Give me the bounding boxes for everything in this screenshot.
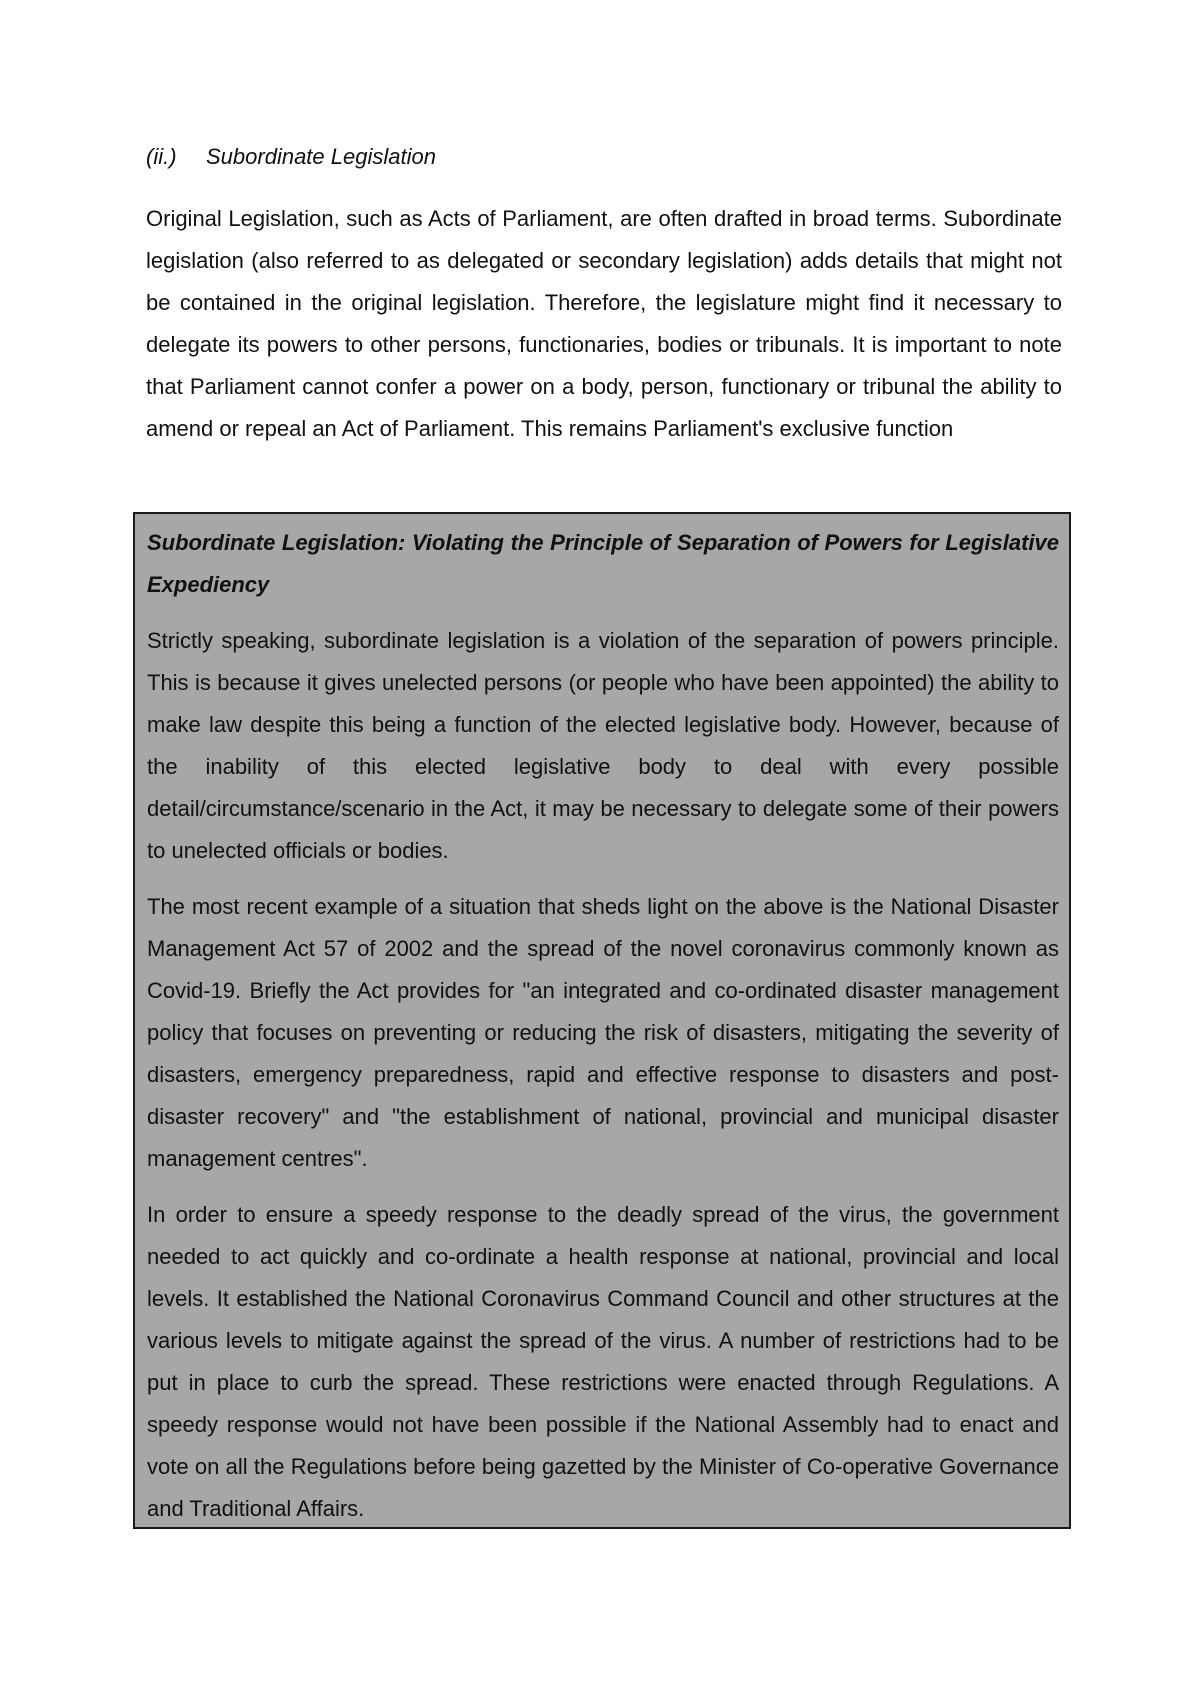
intro-paragraph: Original Legislation, such as Acts of Parliament, are often drafted in broad terms. Subordinate legislation (also referred to as delegated or secondary legislation) adds details that might not be contained in the original legislation. Therefore, the legislature might find it necessary to delegate its powers to other persons, functionaries, bodies or tribunals. It is important to note that Parliament cannot confer a power on a body, person, functionary or tribunal the ability to amend or repeal an Act of Parliament. This remains Parliament's exclusive function <box>146 206 1062 441</box>
section-title: Subordinate Legislation <box>206 144 436 169</box>
section-heading <box>146 144 436 170</box>
callout-paragraph-1: Strictly speaking, subordinate legislation is a violation of the separation of powers principle. This is because it gives unelected persons (or people who have been appointed) the ability to make law despite this being a function of the elected legislative body. However, because of the inability of this elected legislative body to deal with every possible detail/circumstance/scenario in the Act, it may be necessary to delegate some of their powers to unelected officials or bodies. <box>147 628 1059 863</box>
callout-title: Subordinate Legislation: Violating the Principle of Separation of Powers for Legislative Expediency <box>147 530 1059 597</box>
callout-paragraph-2: The most recent example of a situation that sheds light on the above is the National Disaster Management Act 57 of 2002 and the spread of the novel coronavirus commonly known as Covid-19. Briefly the Act provides for "an integrated and co-ordinated disaster management policy that focuses on preventing or reducing the risk of disasters, mitigating the severity of disasters, emergency preparedness, rapid and effective response to disasters and post-disaster recovery" and "the establishment of national, provincial and municipal disaster management centres". <box>147 894 1059 1171</box>
callout-paragraph-3: In order to ensure a speedy response to the deadly spread of the virus, the government needed to act quickly and co-ordinate a health response at national, provincial and local levels. It established the National Coronavirus Command Council and other structures at the various levels to mitigate against the spread of the virus. A number of restrictions had to be put in place to curb the spread. These restrictions were enacted through Regulations. A speedy response would not have been possible if the National Assembly had to enact and vote on all the Regulations before being gazetted by the Minister of Co-operative Governance and Traditional Affairs. <box>147 1202 1059 1521</box>
shaded-callout-box <box>133 512 1071 1529</box>
section-number: (ii.) <box>146 144 177 169</box>
